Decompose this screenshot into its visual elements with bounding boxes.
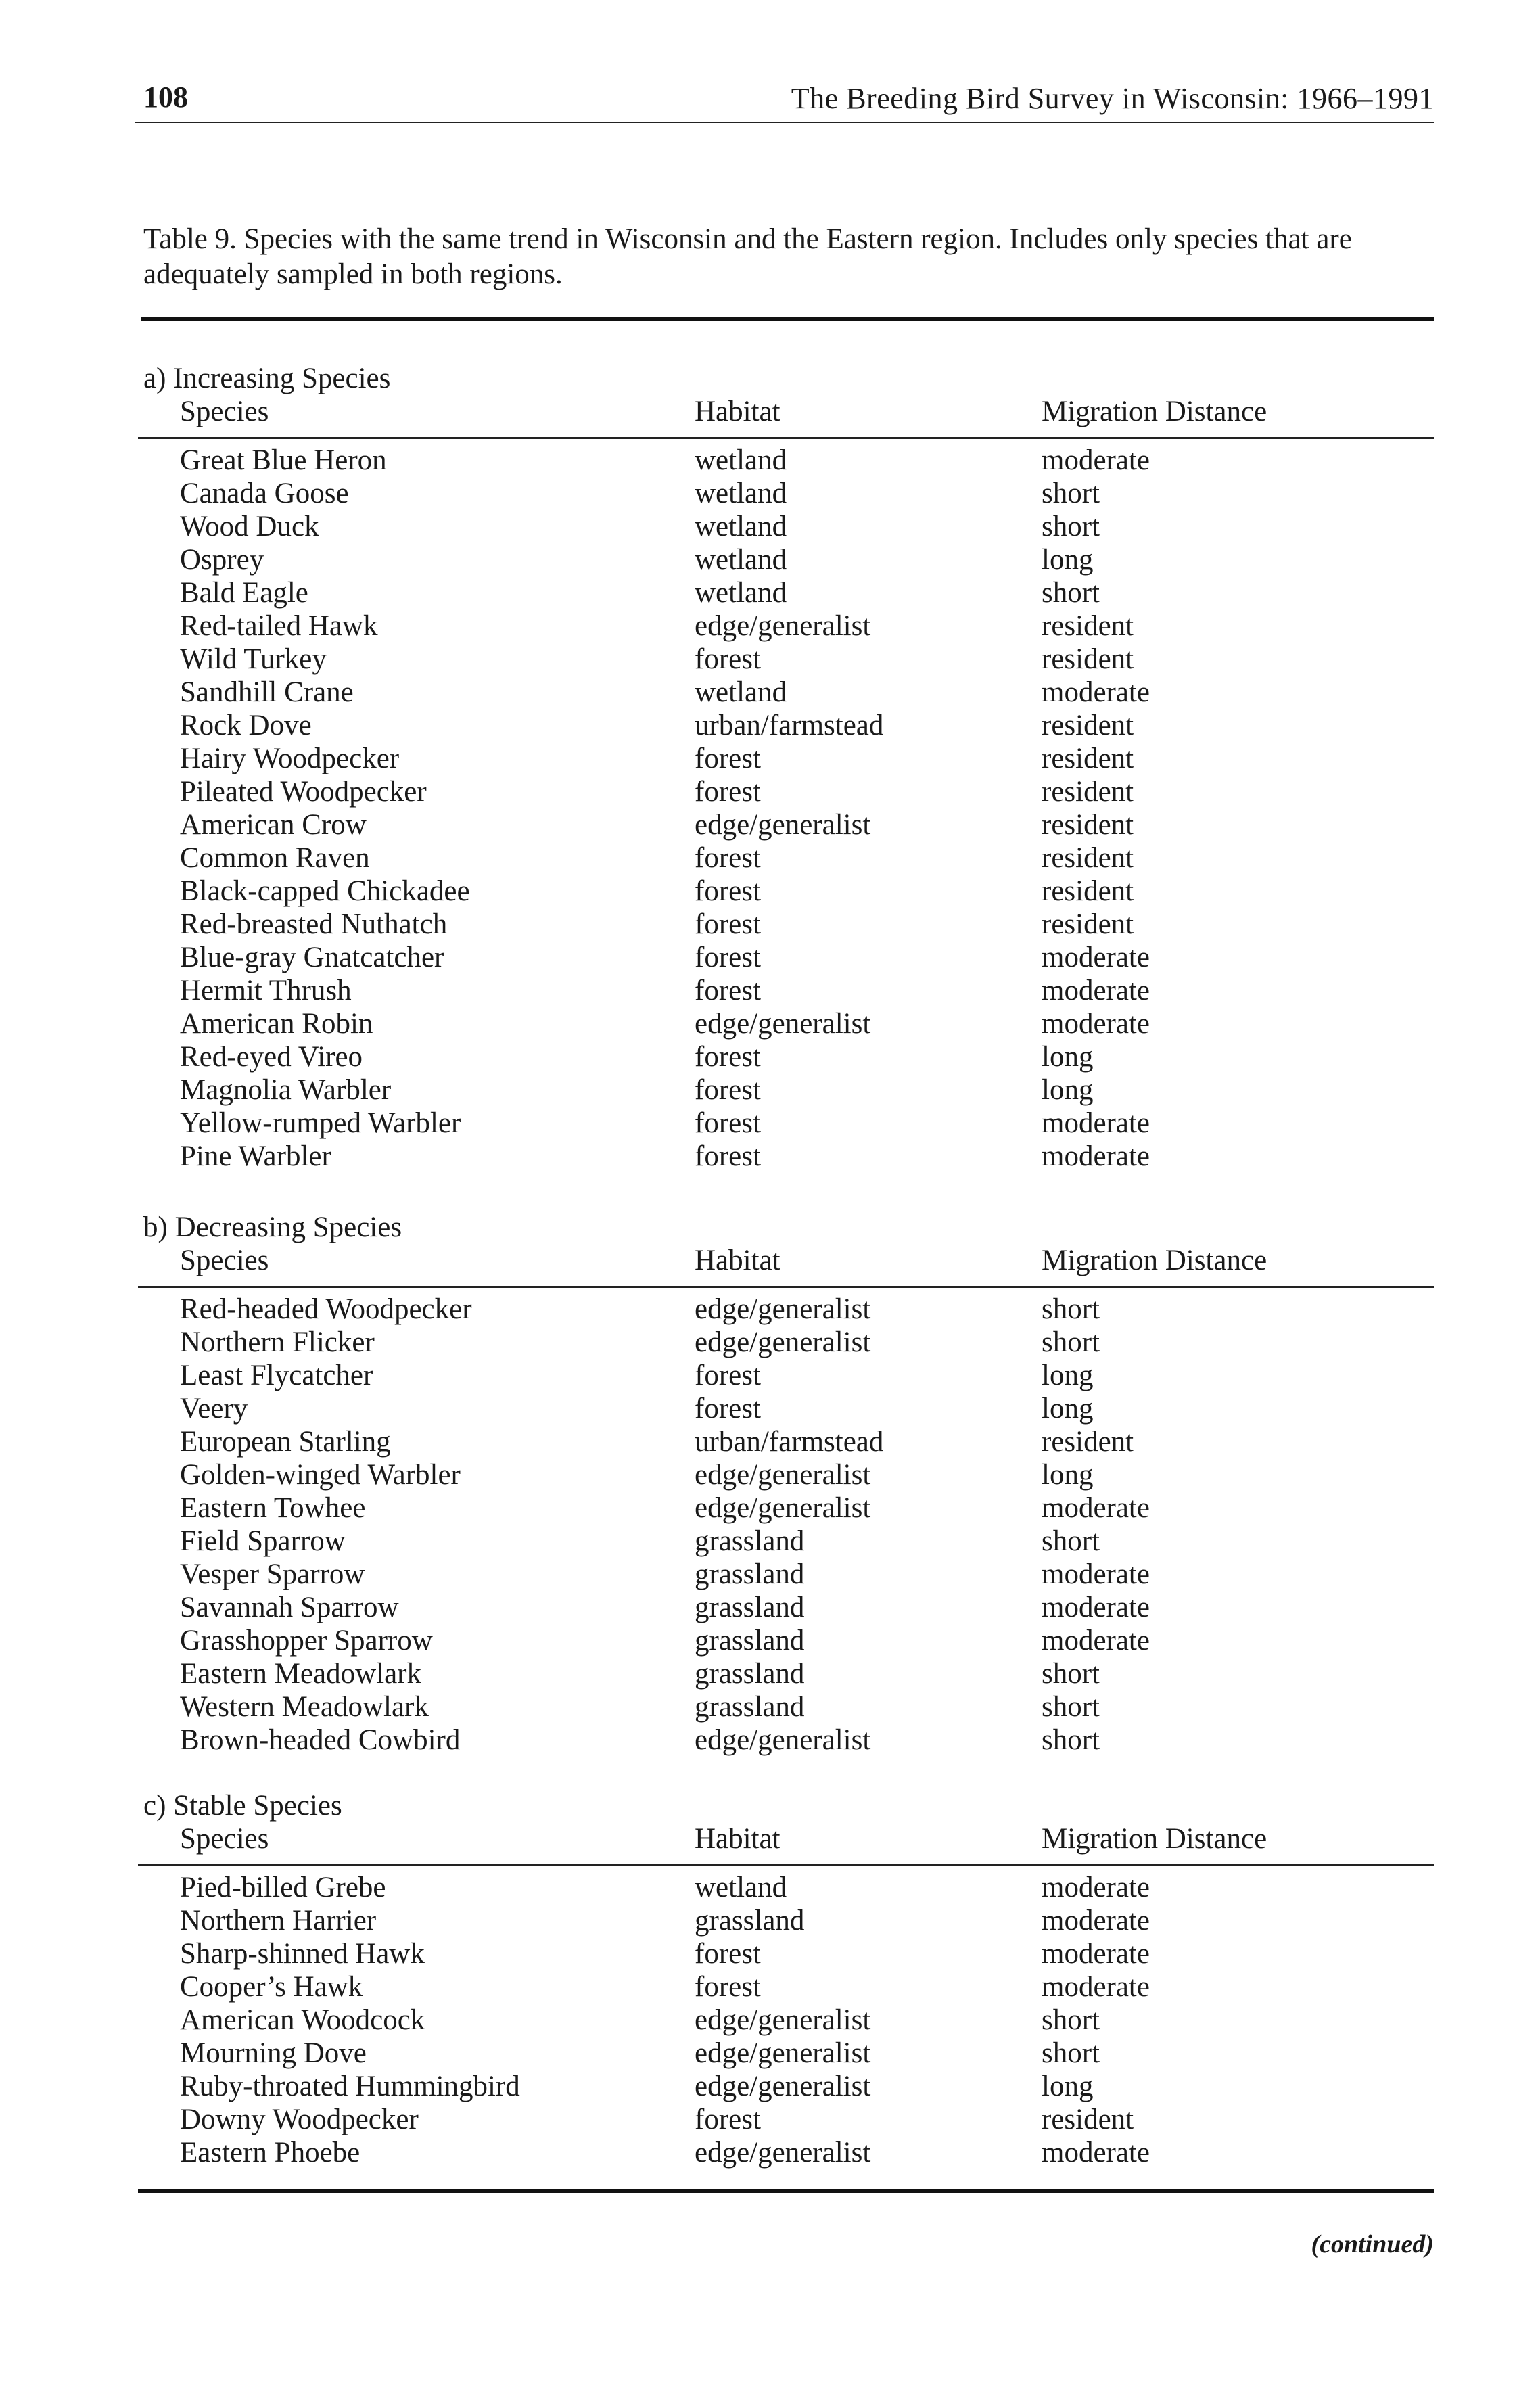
species-cell: Pied-billed Grebe: [180, 1872, 386, 1903]
habitat-cell: urban/farmstead: [695, 710, 884, 741]
species-cell: Vesper Sparrow: [180, 1558, 365, 1590]
habitat-cell: forest: [695, 1041, 761, 1073]
species-cell: European Starling: [180, 1426, 391, 1458]
migration-cell: resident: [1042, 610, 1134, 642]
species-cell: Pileated Woodpecker: [180, 776, 427, 808]
species-cell: Sandhill Crane: [180, 676, 354, 708]
table-bottom-rule: [138, 2189, 1434, 2193]
species-cell: American Woodcock: [180, 2004, 425, 2036]
species-cell: Magnolia Warbler: [180, 1074, 392, 1106]
species-cell: Ruby-throated Hummingbird: [180, 2070, 520, 2102]
table-row: [135, 1690, 1434, 1723]
habitat-cell: edge/generalist: [695, 809, 871, 841]
migration-cell: moderate: [1042, 676, 1150, 708]
migration-cell: short: [1042, 2004, 1100, 2036]
table-caption: Table 9. Species with the same trend in Wisconsin and the Eastern region. Includes only species that are adequately sampled in both regions.: [143, 223, 1352, 290]
species-cell: Great Blue Heron: [180, 444, 387, 476]
species-cell: Osprey: [180, 544, 264, 576]
habitat-cell: grassland: [695, 1691, 805, 1723]
habitat-cell: grassland: [695, 1905, 805, 1937]
migration-cell: short: [1042, 1326, 1100, 1358]
species-cell: Rock Dove: [180, 710, 312, 741]
table-row: [135, 1392, 1434, 1425]
species-cell: Wild Turkey: [180, 643, 327, 675]
migration-cell: short: [1042, 1724, 1100, 1756]
migration-cell: moderate: [1042, 1592, 1150, 1623]
habitat-cell: edge/generalist: [695, 1326, 871, 1358]
species-cell: Pine Warbler: [180, 1140, 331, 1172]
species-cell: Veery: [180, 1393, 248, 1425]
page-header: [135, 73, 1434, 123]
migration-cell: resident: [1042, 743, 1134, 774]
migration-cell: resident: [1042, 809, 1134, 841]
table-row: [135, 2004, 1434, 2037]
table-row: [135, 1525, 1434, 1558]
species-cell: Brown-headed Cowbird: [180, 1724, 461, 1756]
migration-cell: resident: [1042, 776, 1134, 808]
column-header-habitat: Habitat: [695, 396, 780, 427]
habitat-cell: wetland: [695, 676, 787, 708]
table-row: [135, 543, 1434, 576]
migration-cell: short: [1042, 1293, 1100, 1325]
migration-cell: moderate: [1042, 1008, 1150, 1040]
species-cell: Red-eyed Vireo: [180, 1041, 363, 1073]
species-cell: Savannah Sparrow: [180, 1592, 399, 1623]
migration-cell: moderate: [1042, 942, 1150, 973]
table-row: [135, 1140, 1434, 1173]
habitat-cell: forest: [695, 1393, 761, 1425]
column-header-migration: Migration Distance: [1042, 396, 1267, 427]
migration-cell: moderate: [1042, 1625, 1150, 1657]
migration-cell: long: [1042, 2070, 1094, 2102]
table-row: [135, 1624, 1434, 1657]
migration-cell: resident: [1042, 842, 1134, 874]
migration-cell: short: [1042, 1658, 1100, 1690]
species-cell: Western Meadowlark: [180, 1691, 429, 1723]
habitat-cell: grassland: [695, 1658, 805, 1690]
habitat-cell: edge/generalist: [695, 1492, 871, 1524]
column-header-habitat: Habitat: [695, 1245, 780, 1276]
table-row: [135, 1293, 1434, 1326]
habitat-cell: grassland: [695, 1592, 805, 1623]
species-cell: American Crow: [180, 809, 367, 841]
column-header-rule: [138, 1864, 1434, 1866]
table-row: [135, 510, 1434, 543]
species-cell: Field Sparrow: [180, 1525, 346, 1557]
column-header-species: Species: [180, 1823, 269, 1855]
table-row: [135, 609, 1434, 643]
table-row: [135, 1558, 1434, 1591]
habitat-cell: wetland: [695, 511, 787, 542]
section-title: a) Increasing Species: [143, 363, 391, 394]
habitat-cell: wetland: [695, 478, 787, 509]
migration-cell: moderate: [1042, 975, 1150, 1006]
habitat-cell: forest: [695, 743, 761, 774]
column-header-species: Species: [180, 1245, 269, 1276]
table-row: [135, 1491, 1434, 1525]
table-row: [135, 1937, 1434, 1970]
habitat-cell: forest: [695, 975, 761, 1006]
species-cell: American Robin: [180, 1008, 373, 1040]
species-cell: Blue-gray Gnatcatcher: [180, 942, 444, 973]
habitat-cell: grassland: [695, 1625, 805, 1657]
habitat-cell: forest: [695, 2104, 761, 2135]
species-cell: Yellow-rumped Warbler: [180, 1107, 461, 1139]
habitat-cell: forest: [695, 842, 761, 874]
migration-cell: long: [1042, 1459, 1094, 1491]
migration-cell: short: [1042, 2037, 1100, 2069]
table-row: [135, 1657, 1434, 1690]
species-cell: Eastern Towhee: [180, 1492, 366, 1524]
species-cell: Eastern Phoebe: [180, 2137, 360, 2169]
habitat-cell: wetland: [695, 1872, 787, 1903]
column-header-migration: Migration Distance: [1042, 1823, 1267, 1855]
table-row: [135, 875, 1434, 908]
migration-cell: short: [1042, 577, 1100, 609]
table-row: [135, 841, 1434, 875]
habitat-cell: forest: [695, 1938, 761, 1970]
migration-cell: short: [1042, 478, 1100, 509]
column-header-habitat: Habitat: [695, 1823, 780, 1855]
habitat-cell: forest: [695, 1971, 761, 2003]
species-cell: Sharp-shinned Hawk: [180, 1938, 425, 1970]
page-number: 108: [143, 80, 188, 114]
table-row: [135, 1073, 1434, 1107]
table-row: [135, 2103, 1434, 2136]
table-row: [135, 1040, 1434, 1073]
table-row: [135, 576, 1434, 609]
table-row: [135, 1904, 1434, 1937]
habitat-cell: grassland: [695, 1525, 805, 1557]
habitat-cell: edge/generalist: [695, 610, 871, 642]
migration-cell: short: [1042, 1525, 1100, 1557]
column-header-species: Species: [180, 396, 269, 427]
habitat-cell: forest: [695, 643, 761, 675]
species-cell: Mourning Dove: [180, 2037, 367, 2069]
table-row: [135, 643, 1434, 676]
habitat-cell: edge/generalist: [695, 1008, 871, 1040]
migration-cell: resident: [1042, 1426, 1134, 1458]
table-row: [135, 742, 1434, 775]
species-cell: Canada Goose: [180, 478, 349, 509]
table-row: [135, 1107, 1434, 1140]
species-cell: Downy Woodpecker: [180, 2104, 419, 2135]
running-title: The Breeding Bird Survey in Wisconsin: 1966–1991: [791, 82, 1434, 115]
migration-cell: moderate: [1042, 1938, 1150, 1970]
habitat-cell: forest: [695, 942, 761, 973]
migration-cell: resident: [1042, 908, 1134, 940]
table-row: [135, 1007, 1434, 1040]
migration-cell: long: [1042, 1393, 1094, 1425]
migration-cell: long: [1042, 1074, 1094, 1106]
column-header-migration: Migration Distance: [1042, 1245, 1267, 1276]
migration-cell: moderate: [1042, 1971, 1150, 2003]
habitat-cell: wetland: [695, 577, 787, 609]
species-cell: Northern Flicker: [180, 1326, 375, 1358]
column-header-rule: [138, 1286, 1434, 1288]
species-cell: Red-headed Woodpecker: [180, 1293, 472, 1325]
table-row: [135, 1458, 1434, 1491]
species-cell: Eastern Meadowlark: [180, 1658, 421, 1690]
habitat-cell: forest: [695, 776, 761, 808]
habitat-cell: edge/generalist: [695, 2004, 871, 2036]
table-row: [135, 709, 1434, 742]
migration-cell: moderate: [1042, 1558, 1150, 1590]
habitat-cell: forest: [695, 1360, 761, 1391]
migration-cell: resident: [1042, 643, 1134, 675]
table-row: [135, 1723, 1434, 1757]
species-cell: Least Flycatcher: [180, 1360, 373, 1391]
habitat-cell: edge/generalist: [695, 2037, 871, 2069]
species-cell: Bald Eagle: [180, 577, 308, 609]
species-cell: Red-breasted Nuthatch: [180, 908, 448, 940]
migration-cell: resident: [1042, 2104, 1134, 2135]
species-cell: Common Raven: [180, 842, 370, 874]
table-row: [135, 1970, 1434, 2004]
species-cell: Red-tailed Hawk: [180, 610, 378, 642]
habitat-cell: edge/generalist: [695, 1459, 871, 1491]
habitat-cell: wetland: [695, 444, 787, 476]
table-row: [135, 808, 1434, 841]
migration-cell: long: [1042, 1360, 1094, 1391]
migration-cell: moderate: [1042, 1107, 1150, 1139]
habitat-cell: urban/farmstead: [695, 1426, 884, 1458]
table-row: [135, 1425, 1434, 1458]
migration-cell: moderate: [1042, 444, 1150, 476]
column-header-rule: [138, 437, 1434, 439]
habitat-cell: forest: [695, 1107, 761, 1139]
migration-cell: moderate: [1042, 1492, 1150, 1524]
migration-cell: moderate: [1042, 1905, 1150, 1937]
migration-cell: moderate: [1042, 1140, 1150, 1172]
migration-cell: moderate: [1042, 1872, 1150, 1903]
table-row: [135, 2136, 1434, 2169]
species-cell: Hairy Woodpecker: [180, 743, 400, 774]
species-cell: Northern Harrier: [180, 1905, 377, 1937]
habitat-cell: edge/generalist: [695, 1293, 871, 1325]
table-row: [135, 775, 1434, 808]
table-row: [135, 1326, 1434, 1359]
migration-cell: short: [1042, 1691, 1100, 1723]
species-cell: Wood Duck: [180, 511, 319, 542]
table-row: [135, 1591, 1434, 1624]
habitat-cell: wetland: [695, 544, 787, 576]
migration-cell: resident: [1042, 875, 1134, 907]
habitat-cell: forest: [695, 875, 761, 907]
migration-cell: long: [1042, 1041, 1094, 1073]
species-cell: Hermit Thrush: [180, 975, 352, 1006]
migration-cell: moderate: [1042, 2137, 1150, 2169]
habitat-cell: edge/generalist: [695, 1724, 871, 1756]
habitat-cell: forest: [695, 1074, 761, 1106]
table-row: [135, 1871, 1434, 1904]
section-title: c) Stable Species: [143, 1790, 342, 1822]
table-top-rule: [141, 317, 1434, 321]
habitat-cell: forest: [695, 1140, 761, 1172]
migration-cell: short: [1042, 511, 1100, 542]
section-title: b) Decreasing Species: [143, 1211, 402, 1243]
species-cell: Grasshopper Sparrow: [180, 1625, 433, 1657]
migration-cell: long: [1042, 544, 1094, 576]
table-row: [135, 477, 1434, 510]
table-row: [135, 908, 1434, 941]
document-page: [135, 0, 1434, 2408]
habitat-cell: forest: [695, 908, 761, 940]
table-row: [135, 676, 1434, 709]
table-row: [135, 2070, 1434, 2103]
migration-cell: resident: [1042, 710, 1134, 741]
species-cell: Black-capped Chickadee: [180, 875, 470, 907]
species-cell: Golden-winged Warbler: [180, 1459, 461, 1491]
habitat-cell: grassland: [695, 1558, 805, 1590]
table-row: [135, 444, 1434, 477]
habitat-cell: edge/generalist: [695, 2070, 871, 2102]
table-row: [135, 941, 1434, 974]
table-row: [135, 2037, 1434, 2070]
habitat-cell: edge/generalist: [695, 2137, 871, 2169]
table-row: [135, 1359, 1434, 1392]
species-cell: Cooper’s Hawk: [180, 1971, 363, 2003]
continued-note: (continued): [1311, 2230, 1434, 2259]
table-row: [135, 974, 1434, 1007]
